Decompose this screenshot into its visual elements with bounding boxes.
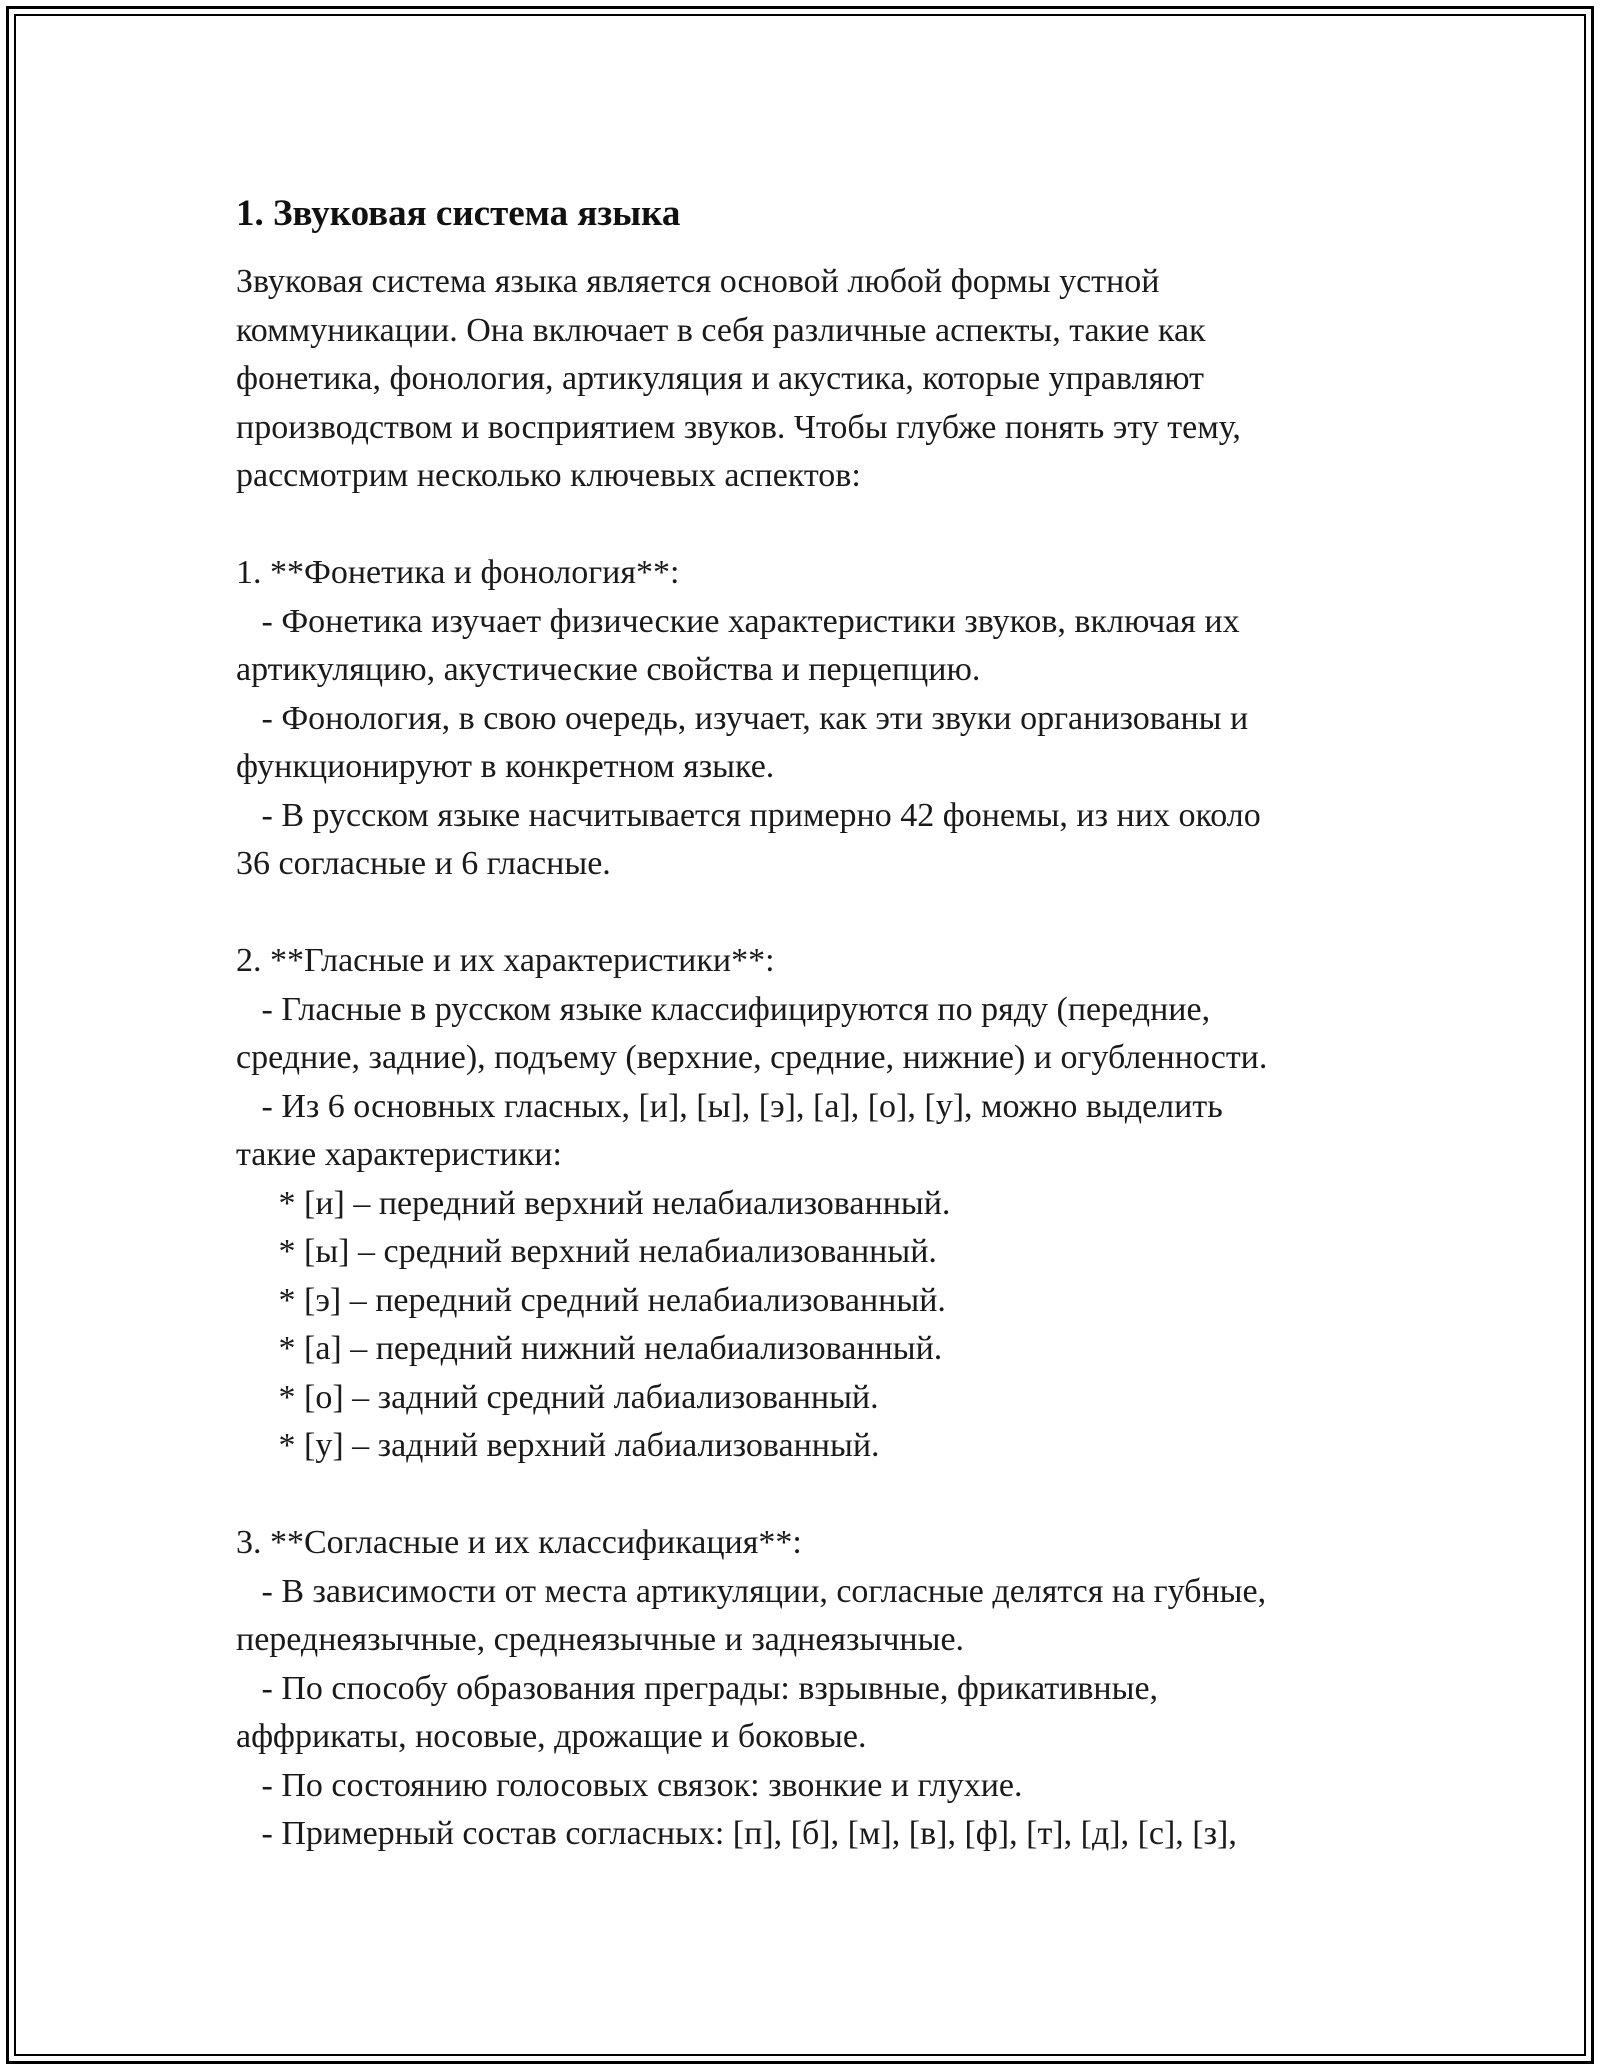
text-line: 2. **Гласные и их характеристики**: xyxy=(236,942,775,979)
text-line: 3. **Согласные и их классификация**: xyxy=(236,1524,802,1561)
text-line: производством и восприятием звуков. Чтобы глубже понять эту тему, xyxy=(236,408,1241,446)
document-page xyxy=(236,186,1366,1859)
text-line: аффрикаты, носовые, дрожащие и боковые. xyxy=(236,1718,867,1755)
text-line: средние, задние), подъему (верхние, средние, нижние) и огубленности. xyxy=(236,1039,1268,1076)
text-line: - Фонология, в свою очередь, изучает, как эти звуки организованы и xyxy=(236,699,1249,737)
text-line: 36 согласные и 6 гласные. xyxy=(236,845,611,882)
text-line: функционируют в конкретном языке. xyxy=(236,748,775,785)
text-line: фонетика, фонология, артикуляция и акустика, которые управляют xyxy=(236,360,1204,397)
text-line: - Из 6 основных гласных, [и], [ы], [э], [а], [о], [у], можно выделить xyxy=(236,1087,1223,1125)
text-line: * [э] – передний средний нелабиализованный. xyxy=(236,1281,946,1319)
text-line: переднеязычные, среднеязычные и заднеязычные. xyxy=(236,1621,965,1658)
text-line: * [а] – передний нижний нелабиализованный. xyxy=(236,1330,943,1367)
text-line: коммуникации. Она включает в себя различные аспекты, такие как xyxy=(236,311,1206,349)
text-line: * [ы] – средний верхний нелабиализованный. xyxy=(236,1233,937,1270)
text-line: Звуковая система языка является основой любой формы устной xyxy=(236,263,1160,300)
text-line: рассмотрим несколько ключевых аспектов: xyxy=(236,457,861,494)
text-line: - По состоянию голосовых связок: звонкие и глухие. xyxy=(236,1766,1023,1804)
text-line xyxy=(236,501,1366,550)
text-line xyxy=(236,889,1366,938)
document-body xyxy=(236,258,1366,1859)
text-line: * [и] – передний верхний нелабиализованный. xyxy=(236,1184,951,1222)
text-line: - По способу образования преграды: взрывные, фрикативные, xyxy=(236,1669,1159,1707)
text-line: - В русском языке насчитывается примерно 42 фонемы, из них около xyxy=(236,796,1261,834)
text-line: - Фонетика изучает физические характеристики звуков, включая их xyxy=(236,602,1240,640)
text-line: 1. **Фонетика и фонология**: xyxy=(236,554,680,591)
text-line: - Гласные в русском языке классифицируются по ряду (передние, xyxy=(236,990,1211,1028)
text-line: такие характеристики: xyxy=(236,1136,562,1173)
text-line: артикуляцию, акустические свойства и перцепцию. xyxy=(236,651,981,688)
text-line: - В зависимости от места артикуляции, согласные делятся на губные, xyxy=(236,1572,1267,1610)
text-line: - Примерный состав согласных: [п], [б], [м], [в], [ф], [т], [д], [с], [з], xyxy=(236,1815,1237,1852)
text-line xyxy=(236,1471,1366,1520)
text-line: * [у] – задний верхний лабиализованный. xyxy=(236,1427,880,1464)
text-line: * [о] – задний средний лабиализованный. xyxy=(236,1378,879,1416)
section-heading: 1. Звуковая система языка xyxy=(236,193,681,234)
